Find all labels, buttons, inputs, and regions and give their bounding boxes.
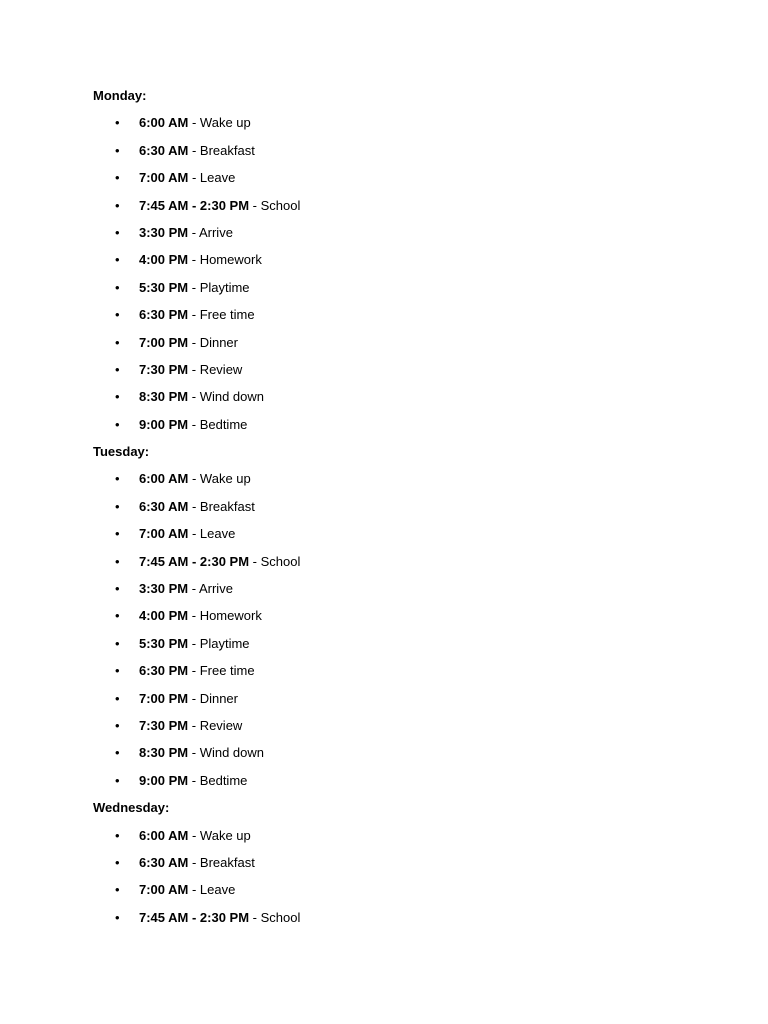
item-activity: - Playtime xyxy=(188,279,250,295)
bullet-icon: • xyxy=(115,498,120,514)
item-time: 7:45 AM - 2:30 PM xyxy=(139,197,250,213)
item-activity: - Review xyxy=(188,717,243,733)
item-time: 6:30 AM xyxy=(139,498,189,514)
list-item xyxy=(93,141,693,168)
bullet-icon: • xyxy=(115,471,120,487)
item-time: 6:30 PM xyxy=(139,663,189,679)
bullet-icon: • xyxy=(115,581,120,597)
item-activity: - Arrive xyxy=(188,224,233,240)
day-heading: Wednesday: xyxy=(93,800,170,816)
list-item xyxy=(93,250,693,277)
item-time: 7:30 PM xyxy=(139,717,189,733)
item-time: 7:45 AM - 2:30 PM xyxy=(139,553,250,569)
item-time: 9:00 PM xyxy=(139,772,189,788)
item-time: 6:00 AM xyxy=(139,115,189,131)
list-item xyxy=(93,305,693,332)
list-item xyxy=(93,826,693,853)
item-activity: - Breakfast xyxy=(188,854,255,870)
list-item xyxy=(93,552,693,579)
item-time: 3:30 PM xyxy=(139,224,189,240)
bullet-icon: • xyxy=(115,745,120,761)
item-activity: - Breakfast xyxy=(188,142,255,158)
list-item xyxy=(93,196,693,223)
list-item xyxy=(93,771,693,798)
bullet-icon: • xyxy=(115,389,120,405)
item-activity: - Wind down xyxy=(188,389,265,405)
bullet-icon: • xyxy=(115,690,120,706)
item-activity: - Free time xyxy=(188,307,255,323)
item-time: 5:30 PM xyxy=(139,279,189,295)
item-activity: - Homework xyxy=(188,252,262,268)
item-activity: - Wake up xyxy=(188,471,251,487)
list-item xyxy=(93,908,693,935)
item-activity: - Dinner xyxy=(188,690,238,706)
bullet-icon: • xyxy=(115,416,120,432)
bullet-icon: • xyxy=(115,635,120,651)
item-time: 6:30 AM xyxy=(139,142,189,158)
list-item xyxy=(93,606,693,633)
item-time: 6:00 AM xyxy=(139,827,189,843)
list-item xyxy=(93,716,693,743)
list-item xyxy=(93,853,693,880)
list-item xyxy=(93,360,693,387)
item-time: 6:30 AM xyxy=(139,854,189,870)
schedule-list xyxy=(93,469,693,798)
item-activity: - School xyxy=(249,909,301,925)
bullet-icon: • xyxy=(115,772,120,788)
bullet-icon: • xyxy=(115,252,120,268)
list-item xyxy=(93,168,693,195)
document-body xyxy=(93,86,693,935)
item-time: 6:30 PM xyxy=(139,307,189,323)
bullet-icon: • xyxy=(115,197,120,213)
day-section-tuesday xyxy=(93,442,693,798)
item-time: 4:00 PM xyxy=(139,608,189,624)
item-activity: - Leave xyxy=(188,526,236,542)
item-activity: - Leave xyxy=(188,882,236,898)
bullet-icon: • xyxy=(115,717,120,733)
item-activity: - Playtime xyxy=(188,635,250,651)
schedule-list xyxy=(93,113,693,442)
item-activity: - Bedtime xyxy=(188,772,248,788)
item-activity: - Arrive xyxy=(188,581,233,597)
item-time: 7:00 AM xyxy=(139,526,189,542)
bullet-icon: • xyxy=(115,334,120,350)
bullet-icon: • xyxy=(115,608,120,624)
day-heading: Monday: xyxy=(93,88,147,103)
item-time: 9:00 PM xyxy=(139,416,189,432)
bullet-icon: • xyxy=(115,909,120,925)
item-time: 8:30 PM xyxy=(139,389,189,405)
item-activity: - School xyxy=(249,553,301,569)
list-item xyxy=(93,469,693,496)
item-time: 7:00 AM xyxy=(139,882,189,898)
bullet-icon: • xyxy=(115,307,120,323)
day-heading: Tuesday: xyxy=(93,444,150,460)
item-time: 5:30 PM xyxy=(139,635,189,651)
bullet-icon: • xyxy=(115,361,120,377)
item-time: 6:00 AM xyxy=(139,471,189,487)
bullet-icon: • xyxy=(115,663,120,679)
item-activity: - Breakfast xyxy=(188,498,255,514)
item-activity: - School xyxy=(249,197,301,213)
item-time: 3:30 PM xyxy=(139,581,189,597)
item-time: 8:30 PM xyxy=(139,745,189,761)
bullet-icon: • xyxy=(115,170,120,186)
bullet-icon: • xyxy=(115,827,120,843)
bullet-icon: • xyxy=(115,142,120,158)
day-section-monday xyxy=(93,86,693,442)
item-activity: - Dinner xyxy=(188,334,238,350)
list-item xyxy=(93,278,693,305)
day-section-wednesday xyxy=(93,798,693,935)
bullet-icon: • xyxy=(115,882,120,898)
bullet-icon: • xyxy=(115,224,120,240)
list-item xyxy=(93,880,693,907)
item-activity: - Wake up xyxy=(188,827,251,843)
item-time: 7:00 PM xyxy=(139,690,189,706)
item-activity: - Review xyxy=(188,361,243,377)
list-item xyxy=(93,634,693,661)
bullet-icon: • xyxy=(115,553,120,569)
item-activity: - Wake up xyxy=(188,115,251,131)
list-item xyxy=(93,661,693,688)
list-item xyxy=(93,415,693,442)
bullet-icon: • xyxy=(115,279,120,295)
bullet-icon: • xyxy=(115,115,120,131)
item-time: 7:00 AM xyxy=(139,170,189,186)
list-item xyxy=(93,387,693,414)
list-item xyxy=(93,689,693,716)
bullet-icon: • xyxy=(115,526,120,542)
item-time: 7:45 AM - 2:30 PM xyxy=(139,909,250,925)
item-activity: - Bedtime xyxy=(188,416,248,432)
schedule-list xyxy=(93,826,693,936)
item-time: 7:00 PM xyxy=(139,334,189,350)
list-item xyxy=(93,524,693,551)
item-activity: - Leave xyxy=(188,170,236,186)
list-item xyxy=(93,113,693,140)
item-activity: - Free time xyxy=(188,663,255,679)
list-item xyxy=(93,579,693,606)
bullet-icon: • xyxy=(115,854,120,870)
item-activity: - Wind down xyxy=(188,745,265,761)
item-time: 4:00 PM xyxy=(139,252,189,268)
item-time: 7:30 PM xyxy=(139,361,189,377)
list-item xyxy=(93,223,693,250)
list-item xyxy=(93,497,693,524)
list-item xyxy=(93,743,693,770)
item-activity: - Homework xyxy=(188,608,262,624)
list-item xyxy=(93,333,693,360)
